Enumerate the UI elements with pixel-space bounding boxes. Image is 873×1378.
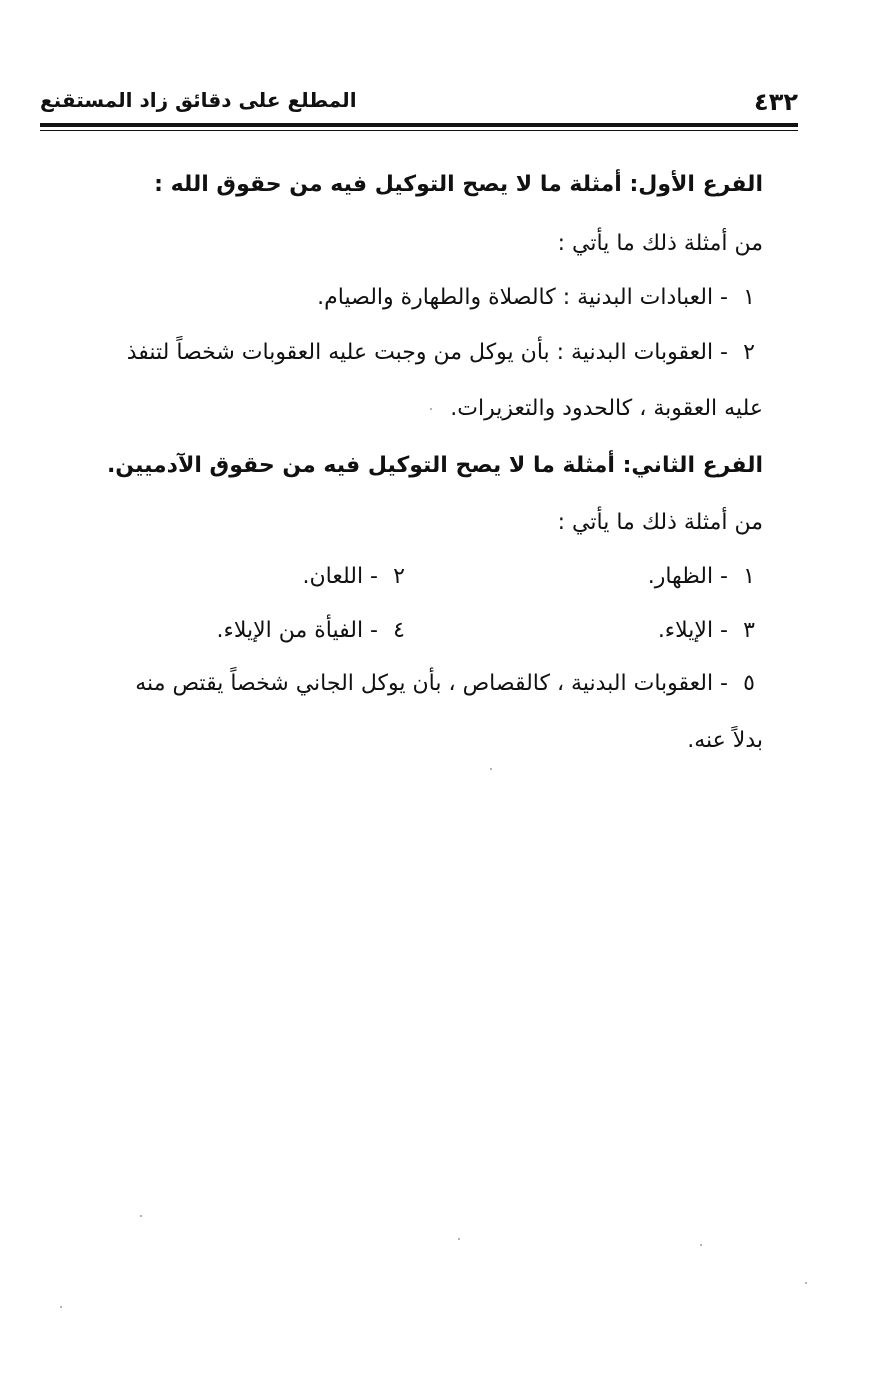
scan-speck <box>458 1238 460 1240</box>
section1-item1 <box>317 287 763 309</box>
section2-heading: الفرع الثاني: أمثلة ما لا يصح التوكيل فيه من حقوق الآدميين. <box>106 453 763 478</box>
item-text: - العقوبات البدنية ، كالقصاص ، بأن يوكل الجاني شخصاً يقتص منه <box>135 671 728 696</box>
section2-item3 <box>658 620 763 642</box>
scan-speck <box>805 1282 807 1284</box>
scan-speck <box>430 408 432 410</box>
item-text: - العقوبات البدنية : بأن يوكل من وجبت عليه العقوبات شخصاً لتنفذ <box>126 340 728 365</box>
running-title: المطلع على دقائق زاد المستقنع <box>40 88 357 112</box>
section2-item5-continuation: بدلاً عنه. <box>687 728 763 753</box>
section2-item1 <box>648 566 763 588</box>
item-number: ٢ <box>743 340 755 365</box>
scan-speck <box>700 1244 702 1246</box>
item-number: ٣ <box>743 618 755 643</box>
item-text: - الفيأة من الإيلاء. <box>216 618 378 643</box>
item-number: ١ <box>743 285 755 310</box>
item-text: - اللعان. <box>302 564 378 589</box>
section2-intro: من أمثلة ذلك ما يأتي : <box>557 510 763 535</box>
item-text: - الإيلاء. <box>657 618 728 643</box>
item-number: ١ <box>743 564 755 589</box>
header-rule-thick <box>40 123 798 127</box>
section1-item2 <box>127 342 763 364</box>
item-text: - العبادات البدنية : كالصلاة والطهارة والصيام. <box>317 285 728 310</box>
section2-item5 <box>135 673 763 695</box>
scan-speck <box>140 1215 142 1217</box>
item-number: ٤ <box>393 618 405 643</box>
section1-heading: الفرع الأول: أمثلة ما لا يصح التوكيل فيه من حقوق الله : <box>154 172 763 197</box>
page-number: ٤٣٢ <box>754 88 798 116</box>
section1-item2-continuation: عليه العقوبة ، كالحدود والتعزيرات. <box>450 396 763 421</box>
item-number: ٢ <box>393 564 405 589</box>
item-number: ٥ <box>743 671 755 696</box>
scan-speck <box>60 1306 62 1308</box>
item-text: - الظهار. <box>647 564 728 589</box>
page-header <box>40 82 798 122</box>
section2-item4 <box>216 620 413 642</box>
header-rule-thin <box>40 130 798 131</box>
section1-intro: من أمثلة ذلك ما يأتي : <box>557 231 763 256</box>
section2-item2 <box>303 566 414 588</box>
scan-speck <box>490 768 492 770</box>
